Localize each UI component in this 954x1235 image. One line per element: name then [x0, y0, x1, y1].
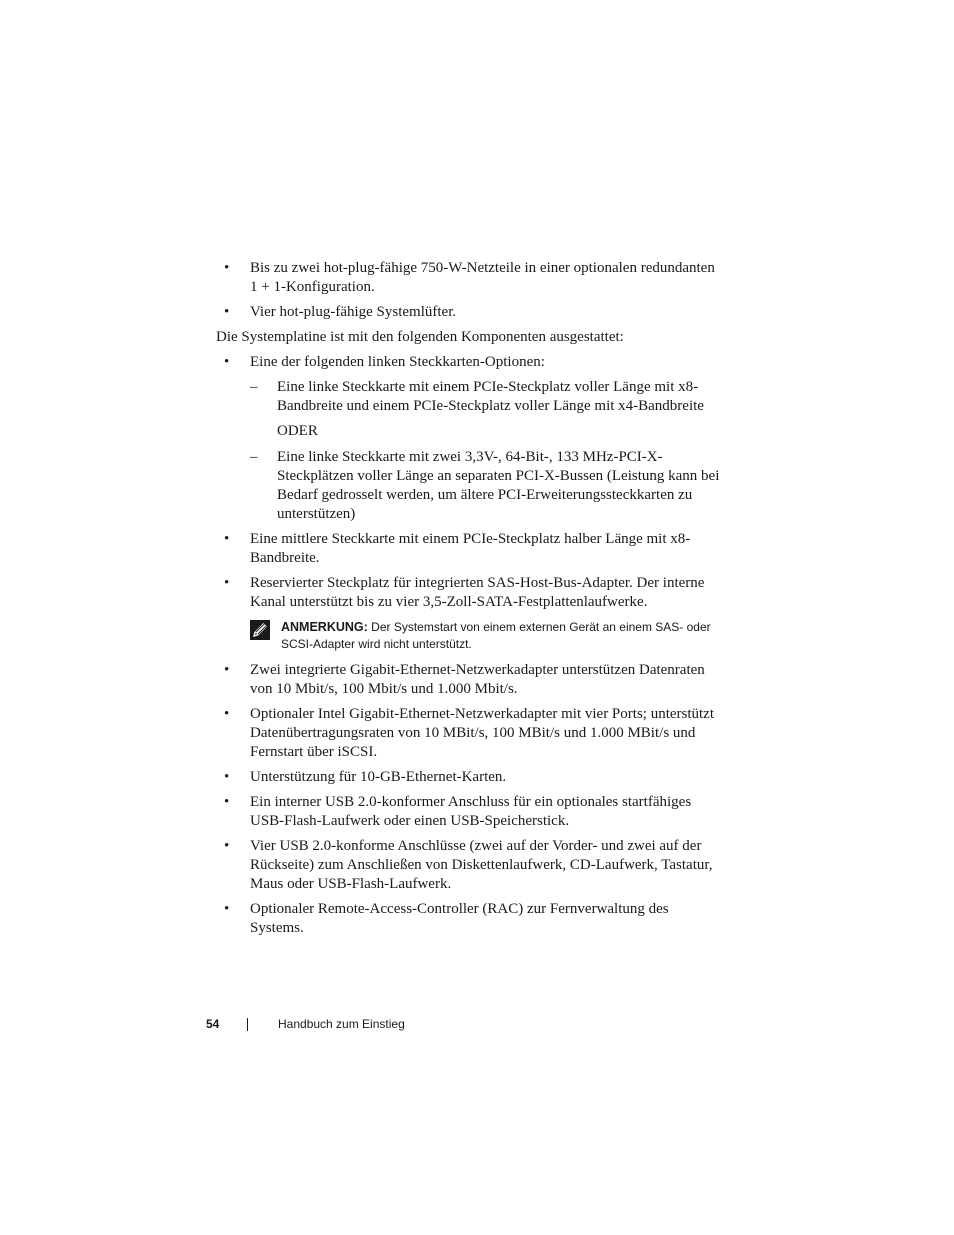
- page-content: [216, 259, 726, 944]
- list-item: • Ein interner USB 2.0-konformer Anschluss für ein optionales startfähiges USB-Flash-Laufwerk oder einen USB-Speicherstick.: [216, 793, 726, 831]
- note-pencil-icon: [250, 620, 270, 640]
- list-item: • Eine mittlere Steckkarte mit einem PCIe-Steckplatz halber Länge mit x8-Bandbreite.: [216, 530, 726, 568]
- document-title: Handbuch zum Einstieg: [278, 1017, 405, 1031]
- list-item: • Zwei integrierte Gigabit-Ethernet-Netzwerkadapter unterstützen Datenraten von 10 Mbit/s, 100 Mbit/s und 1.000 Mbit/s.: [216, 661, 726, 699]
- list-item: • Optionaler Remote-Access-Controller (RAC) zur Fernverwaltung des Systems.: [216, 900, 726, 938]
- note-text: Der Systemstart von einem externen Gerät an einem SAS- oder SCSI-Adapter wird nicht unterstützt.: [281, 620, 711, 651]
- sub-list-item: – Eine linke Steckkarte mit zwei 3,3V-, 64-Bit-, 133 MHz-PCI-X-Steckplätzen voller Länge an separaten PCI-X-Bussen (Leistung kann bei Bedarf gedrosselt werden, um ältere PCI-Erweiterungssteckkarten zu unterstützen): [216, 448, 726, 524]
- intro-paragraph: Die Systemplatine ist mit den folgenden Komponenten ausgestattet:: [216, 329, 624, 345]
- list-item: • Vier hot-plug-fähige Systemlüfter.: [216, 303, 726, 322]
- page-number: 54: [206, 1017, 220, 1031]
- list-item: • Eine der folgenden linken Steckkarten-Optionen:: [216, 353, 726, 372]
- footer-separator: [247, 1018, 248, 1031]
- list-item: • Unterstützung für 10-GB-Ethernet-Karten.: [216, 768, 726, 787]
- note-label: ANMERKUNG:: [281, 620, 368, 634]
- note-box: [250, 619, 726, 653]
- list-item: • Optionaler Intel Gigabit-Ethernet-Netzwerkadapter mit vier Ports; unterstützt Datenübertragungsraten von 10 MBit/s, 100 MBit/s und 1.000 MBit/s und Fernstart über iSCSI.: [216, 705, 726, 762]
- list-item: • Reservierter Steckplatz für integrierten SAS-Host-Bus-Adapter. Der interne Kanal unterstützt bis zu vier 3,5-Zoll-SATA-Festplattenlaufwerke.: [216, 574, 726, 612]
- list-item: • Vier USB 2.0-konforme Anschlüsse (zwei auf der Vorder- und zwei auf der Rückseite) zum Anschließen von Diskettenlaufwerk, CD-Laufwerk, Tastatur, Maus oder USB-Flash-Laufwerk.: [216, 837, 726, 894]
- page-footer: [0, 1015, 954, 1035]
- list-item: • Bis zu zwei hot-plug-fähige 750-W-Netzteile in einer optionalen redundanten 1 + 1-Konfiguration.: [216, 259, 726, 297]
- sub-list-item: – Eine linke Steckkarte mit einem PCIe-Steckplatz voller Länge mit x8-Bandbreite und einem PCIe-Steckplatz voller Länge mit x4-Bandbreite: [216, 378, 726, 416]
- oder-separator: ODER: [277, 423, 318, 439]
